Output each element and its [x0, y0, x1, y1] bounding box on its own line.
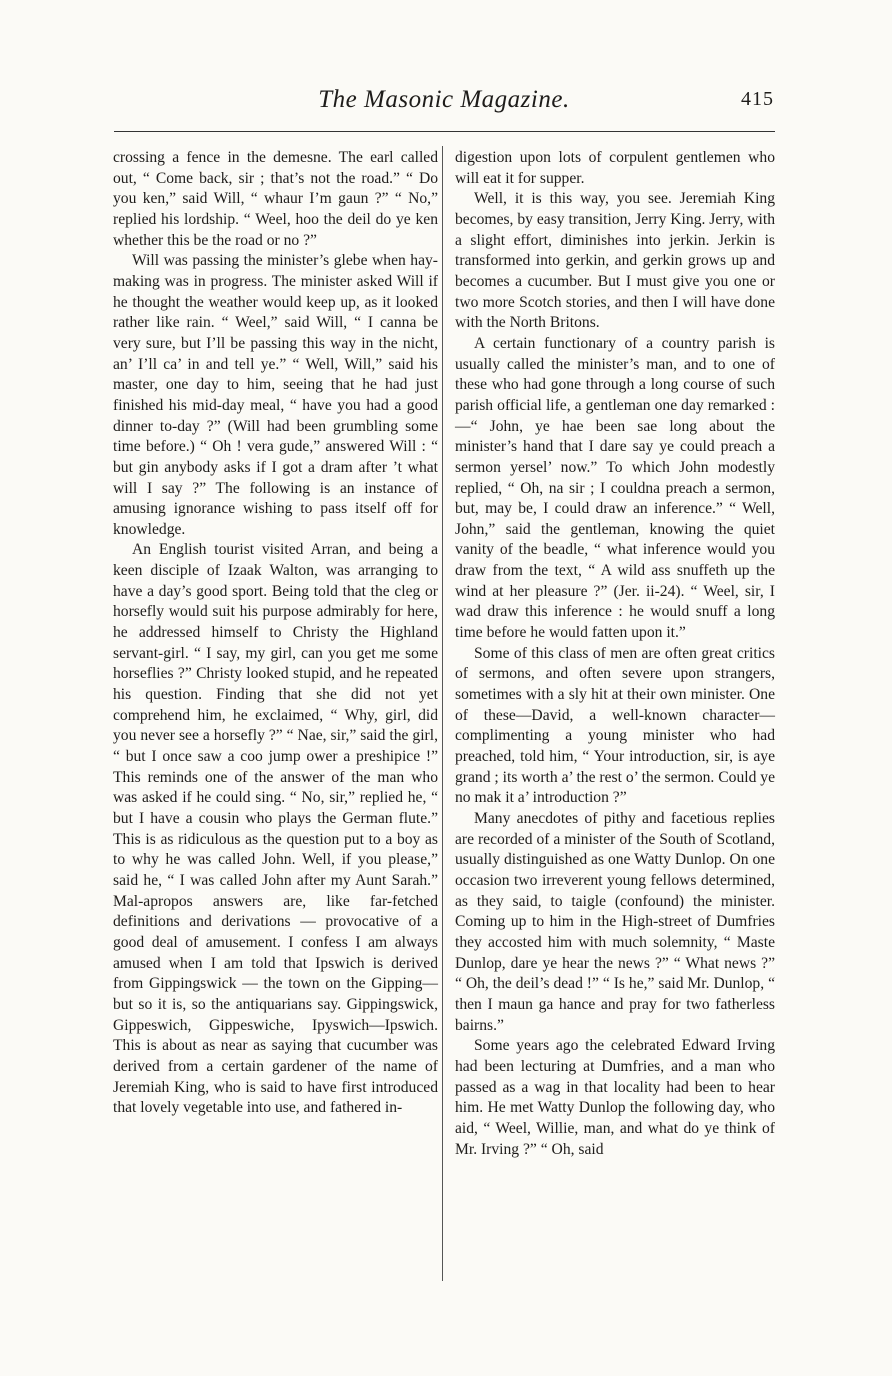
running-head	[114, 86, 774, 116]
paragraph: Many anecdotes of pithy and facetious replies are recorded of a minister of the South of Scotland, usually distinguished as one Watty Dunlop. On one occasion two irreverent young fellows determined, as they said, to taigle (confound) the minister. Coming up to him in the High-street of Dumfries they accosted him with much solemnity, “ Maste Dunlop, dare ye hear the news ?” “ What news ?” “ Oh, the deil’s dead !” “ Is he,” said Mr. Dunlop, “ then I maun ga hance and pray for two fatherless bairns.”	[455, 810, 775, 1034]
column-divider	[442, 146, 443, 1281]
page-number: 415	[741, 88, 774, 110]
paragraph: digestion upon lots of corpulent gentlemen who will eat it for supper.	[455, 149, 775, 187]
header-rule	[114, 131, 775, 132]
paragraph: An English tourist visited Arran, and being a keen disciple of Izaak Walton, was arranging to have a day’s good sport. Being told that the cleg or horsefly would suit his purpose admirably for here, he addressed himself to Christy the Highland servant-girl. “ I say, my girl, can you get me some horseflies ?” Christy looked stupid, and he repeated his question. Finding that she did not yet comprehend him, he exclaimed, “ Why, girl, did you never see a horsefly ?” “ Nae, sir,” said the girl, “ but I once saw a coo jump ower a preshipice !” This reminds one of the answer of the man who was asked if he could sing. “ No, sir,” replied he, “ but I have a cousin who plays the German flute.” This is as ridiculous as the question put to a boy as to why he was called John. Well, if you please,” said he, “ I was called John after my Aunt Sarah.” Mal-apropos answers are, like far-fetched definitions and derivations — provocative of a good deal of amusement. I confess I am always amused when I am told that Ipswich is derived from Gippingswick — the town on the Gipping—but so it is, so the antiquarians say. Gippingswick, Gippeswich, Gippeswiche, Ipyswich—Ipswich. This is about as near as saying that cucumber was derived from a certain gardener of the name of Jeremiah King, who is said to have first introduced that lovely vegetable into use, and fathered in-	[113, 541, 438, 1117]
paragraph: Will was passing the minister’s glebe when hay-making was in progress. The minister asked Will if he thought the weather would keep up, as it looked rather like rain. “ Weel,” said Will, “ I canna be very sure, but I’ll be passing this way in the nicht, an’ I’ll ca’ in and tell ye.” “ Well, Will,” said his master, one day to him, seeing that he had just finished his mid-day meal, “ have you had a good dinner to-day ?” (Will had been grumbling some time before.) “ Oh ! vera gude,” answered Will : “ but gin anybody asks if I got a dram after ’t what will I say ?” The following is an instance of amusing ignorance wishing to pass itself off for knowledge.	[113, 252, 438, 538]
running-title: The Masonic Magazine.	[318, 86, 570, 113]
paragraph: crossing a fence in the demesne. The earl called out, “ Come back, sir ; that’s not the road.” “ Do you ken,” said Will, “ whaur I’m gaun ?” “ No,” replied his lordship. “ Weel, hoo the deil do ye ken whether this be the road or no ?”	[113, 149, 438, 249]
right-column	[455, 148, 775, 1160]
paragraph: Some of this class of men are often great critics of sermons, and often severe upon strangers, sometimes with a sly hit at their own minister. One of these—David, a well-known character—complimenting a young minister who had preached, told him, “ Your introduction, sir, is aye grand ; its worth a’ the rest o’ the sermon. Could ye no mak it a’ introduction ?”	[455, 644, 775, 807]
paragraph: Well, it is this way, you see. Jeremiah King becomes, by easy transition, Jerry King. Jerry, with a slight effort, diminishes into jerkin. Jerkin is transformed into gerkin, and gerkin grows up and becomes a cucumber. But I must give you one or two more Scotch stories, and then I will have done with the North Britons.	[455, 190, 775, 332]
paragraph: Some years ago the celebrated Edward Irving had been lecturing at Dumfries, and a man who passed as a wag in that locality had been to hear him. He met Watty Dunlop the following day, who aid, “ Weel, Willie, man, and what do ye think of Mr. Irving ?” “ Oh, said	[455, 1037, 775, 1158]
left-column	[113, 148, 438, 1119]
paragraph: A certain functionary of a country parish is usually called the minister’s man, and to one of these who had gone through a long course of such parish official life, a gentleman one day remarked :—“ John, ye hae been sae long about the minister’s hand that I dare say ye could preach a sermon yersel’ now.” To which John modestly replied, “ Oh, na sir ; I couldna preach a sermon, but, may be, I could draw an inference.” “ Well, John,” said the gentleman, knowing the quiet vanity of the beadle, “ what inference would you draw from the text, “ A wild ass snuffeth up the wind at her pleasure ?” (Jer. ii-24). “ Weel, sir, I wad draw this inference : he would snuff a long time before he would fatten upon it.”	[455, 334, 775, 642]
